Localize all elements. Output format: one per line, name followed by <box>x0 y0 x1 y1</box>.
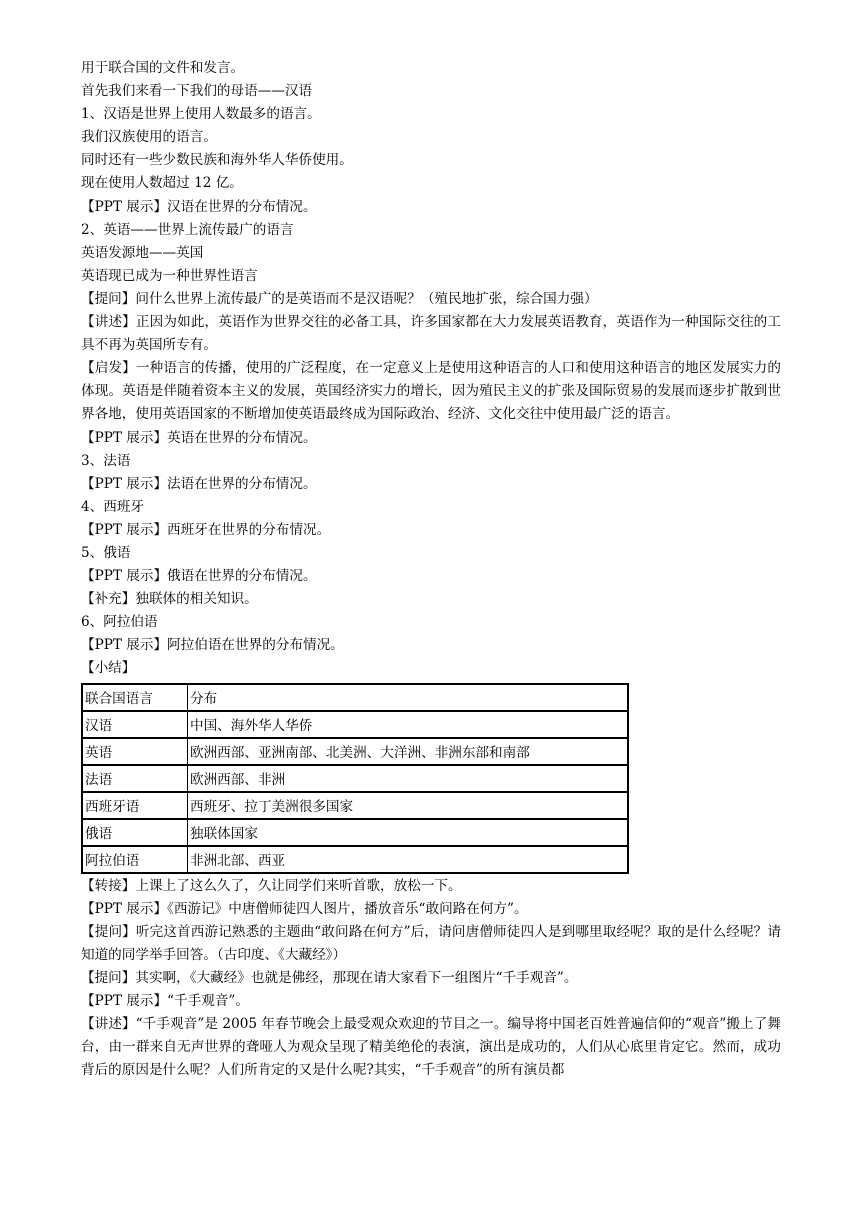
text-line: 6、阿拉伯语 <box>81 614 158 631</box>
paragraph-jiangshu: 【讲述】正因为如此，英语作为世界交往的必备工具，许多国家都在大力发展英语教育，英语作为一种国际交往的工具不再为英国所专有。 <box>81 314 781 354</box>
text-line: 首先我们来看一下我们的母语——汉语 <box>81 83 313 100</box>
table-row <box>82 738 628 765</box>
table-cell: 西班牙语 <box>82 792 188 819</box>
table-header-cell: 联合国语言 <box>82 684 188 711</box>
paragraph-qifa: 【启发】一种语言的传播，使用的广泛程度，在一定意义上是使用这种语言的人口和使用这种语言的地区发展实力的体现。英语是伴随着资本主义的发展，英国经济实力的增长，因为殖民主义的扩张及国际贸易的发展而逐步扩散到世界各地，使用英语国家的不断增加使英语最终成为国际政治、经济、文化交往中使用最广泛的语言。 <box>81 360 781 423</box>
text-line: 现在使用人数超过 12 亿。 <box>81 175 243 192</box>
table-cell: 阿拉伯语 <box>82 846 188 873</box>
table-cell: 欧洲西部、非洲 <box>188 765 629 792</box>
table-cell: 汉语 <box>82 711 188 738</box>
text-line: 【转接】上课上了这么久了，久让同学们来听首歌，放松一下。 <box>81 877 462 894</box>
table-row <box>82 846 628 873</box>
text-line: 【PPT 展示】西班牙在世界的分布情况。 <box>81 521 331 538</box>
text-line: 1、汉语是世界上使用人数最多的语言。 <box>81 106 321 123</box>
table-row <box>82 792 628 819</box>
text-line: 【提问】其实啊，《大藏经》也就是佛经，那现在请大家看下一组图片“千手观音”。 <box>81 969 578 986</box>
text-line: 【PPT 展示】汉语在世界的分布情况。 <box>81 198 317 215</box>
table-cell: 英语 <box>82 738 188 765</box>
text-line: 【PPT 展示】“千手观音”。 <box>81 993 249 1009</box>
text-line: 英语发源地——英国 <box>81 244 204 261</box>
table-row <box>82 819 628 846</box>
table-cell: 独联体国家 <box>188 819 629 846</box>
text-line: 5、俄语 <box>81 544 131 561</box>
text-line: 【PPT 展示】英语在世界的分布情况。 <box>81 429 317 446</box>
text-line: 我们汉族使用的语言。 <box>81 129 217 146</box>
paragraph-tiwen: 【提问】听完这首西游记熟悉的主题曲“敢问路在何方”后，请问唐僧师徒四人是到哪里取经呢？取的是什么经呢？请知道的同学举手回答。（古印度、《大藏经》） <box>81 923 781 963</box>
text-line: 英语现已成为一种世界性语言 <box>81 267 258 284</box>
table-header-cell: 分布 <box>188 684 629 711</box>
text-line: 【补充】独联体的相关知识。 <box>81 591 258 608</box>
table-row <box>82 765 628 792</box>
document-page <box>81 57 781 1082</box>
text-line: 【PPT 展示】《西游记》中唐僧师徒四人图片，播放音乐“敢问路在何方”。 <box>81 900 528 917</box>
text-line: 【小结】 <box>81 660 136 677</box>
text-line: 3、法语 <box>81 452 131 469</box>
table-header-row <box>82 684 628 711</box>
text-line: 【PPT 展示】阿拉伯语在世界的分布情况。 <box>81 637 344 654</box>
text-line: 用于联合国的文件和发言。 <box>81 60 245 76</box>
table-cell: 西班牙、拉丁美洲很多国家 <box>188 792 629 819</box>
table-row <box>82 711 628 738</box>
summary-table <box>81 683 629 874</box>
table-cell: 非洲北部、西亚 <box>188 846 629 873</box>
table-cell: 欧洲西部、亚洲南部、北美洲、大洋洲、非洲东部和南部 <box>188 738 629 765</box>
table-cell: 法语 <box>82 765 188 792</box>
paragraph-jiangshu-2: 【讲述】“千手观音”是 2005 年春节晚会上最受观众欢迎的节目之一。编导将中国老百姓普遍信仰的“观音”搬上了舞台，由一群来自无声世界的聋哑人为观众呈现了精美绝伦的表演，演出是成功的，人们从心底里肯定它。然而，成功背后的原因是什么呢？人们所肯定的又是什么呢?其实，“千手观音”的所有演员都 <box>81 1016 781 1079</box>
text-line: 【PPT 展示】法语在世界的分布情况。 <box>81 475 317 492</box>
text-line: 【提问】问什么世界上流传最广的是英语而不是汉语呢？（殖民地扩张，综合国力强） <box>81 290 598 307</box>
table-cell: 俄语 <box>82 819 188 846</box>
text-line: 2、英语——世界上流传最广的语言 <box>81 221 294 238</box>
text-line: 4、西班牙 <box>81 498 145 515</box>
text-line: 同时还有一些少数民族和海外华人华侨使用。 <box>81 152 353 169</box>
text-line: 【PPT 展示】俄语在世界的分布情况。 <box>81 568 317 585</box>
table-cell: 中国、海外华人华侨 <box>188 711 629 738</box>
